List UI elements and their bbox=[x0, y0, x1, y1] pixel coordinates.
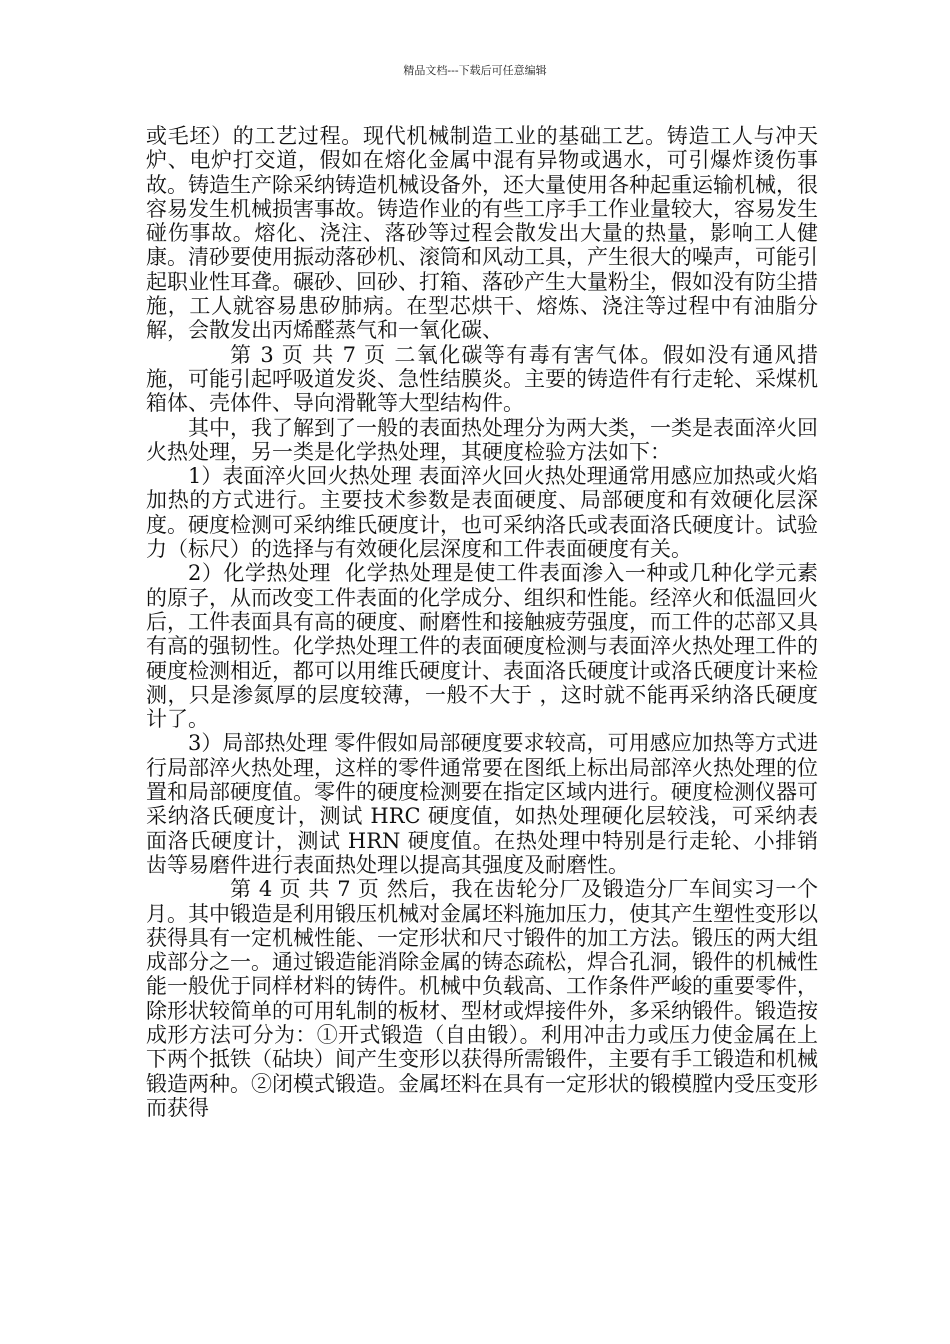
page-header: 精品文档---下载后可任意编辑 bbox=[403, 64, 547, 77]
paragraph-chemical-heat-treatment: 2）化学热处理 化学热处理是使工件表面渗入一种或几种化学元素的原子，从而改变工件表面的化学成分、组织和性能。经淬火和低温回火后，工件表面具有高的硬度、耐磨性和接触疲劳强度，而工件的芯部又具有高的强韧性。化学热处理工件的表面硬度检测与表面淬火热处理工件的硬度检测相近，都可以用维氏硬度计、表面洛氏硬度计或洛氏硬度计来检测，只是渗氮厚的层度较薄，一般不大于 ，这时就不能再采纳洛氏硬度计了。 bbox=[146, 561, 818, 732]
paragraph-surface-quenching: 1）表面淬火回火热处理 表面淬火回火热处理通常用感应加热或火焰加热的方式进行。主要技术参数是表面硬度、局部硬度和有效硬化层深度。硬度检测可采纳维氏硬度计，也可采纳洛氏或表面洛氏硬度计。试验力（标尺）的选择与有效硬化层深度和工件表面硬度有关。 bbox=[146, 464, 818, 562]
document-body bbox=[146, 124, 818, 1120]
paragraph-heat-treatment-intro: 其中，我了解到了一般的表面热处理分为两大类，一类是表面淬火回火热处理，另一类是化学热处理，其硬度检验方法如下： bbox=[146, 415, 818, 464]
paragraph-page-3-marker: 第 3 页 共 7 页 二氧化碳等有毒有害气体。假如没有通风措施，可能引起呼吸道发炎、急性结膜炎。主要的铸造件有行走轮、采煤机箱体、壳体件、导向滑靴等大型结构件。 bbox=[146, 342, 818, 416]
paragraph-page-4-forging: 第 4 页 共 7 页 然后，我在齿轮分厂及锻造分厂车间实习一个月。其中锻造是利用锻压机械对金属坯料施加压力，使其产生塑性变形以获得具有一定机械性能、一定形状和尺寸锻件的加工方法。锻压的两大组成部分之一。通过锻造能消除金属的铸态疏松，焊合孔洞，锻件的机械性能一般优于同样材料的铸件。机械中负载高、工作条件严峻的重要零件，除形状较简单的可用轧制的板材、型材或焊接件外，多采纳锻件。锻造按成形方法可分为：①开式锻造（自由锻）。利用冲击力或压力使金属在上下两个抵铁（砧块）间产生变形以获得所需锻件，主要有手工锻造和机械锻造两种。②闭模式锻造。金属坯料在具有一定形状的锻模膛内受压变形而获得 bbox=[146, 877, 818, 1120]
paragraph-casting-hazards: 或毛坯）的工艺过程。现代机械制造工业的基础工艺。铸造工人与冲天炉、电炉打交道，假如在熔化金属中混有异物或遇水，可引爆炸烫伤事故。铸造生产除采纳铸造机械设备外，还大量使用各种起重运输机械，很容易发生机械损害事故。铸造作业的有些工序手工作业量较大，容易发生碰伤事故。熔化、浇注、落砂等过程会散发出大量的热量，影响工人健康。清砂要使用振动落砂机、滚筒和风动工具，产生很大的噪声，可能引起职业性耳聋。碾砂、回砂、打箱、落砂产生大量粉尘，假如没有防尘措施，工人就容易患矽肺病。在型芯烘干、熔炼、浇注等过程中有油脂分解，会散发出丙烯醛蒸气和一氧化碳、 bbox=[146, 124, 818, 343]
paragraph-local-heat-treatment: 3）局部热处理 零件假如局部硬度要求较高，可用感应加热等方式进行局部淬火热处理，这样的零件通常要在图纸上标出局部淬火热处理的位置和局部硬度值。零件的硬度检测要在指定区域内进行。硬度检测仪器可采纳洛氏硬度计，测试 HRC 硬度值，如热处理硬化层较浅，可采纳表面洛氏硬度计，测试 HRN 硬度值。在热处理中特别是行走轮、小排销齿等易磨件进行表面热处理以提高其强度及耐磨性。 bbox=[146, 731, 818, 877]
